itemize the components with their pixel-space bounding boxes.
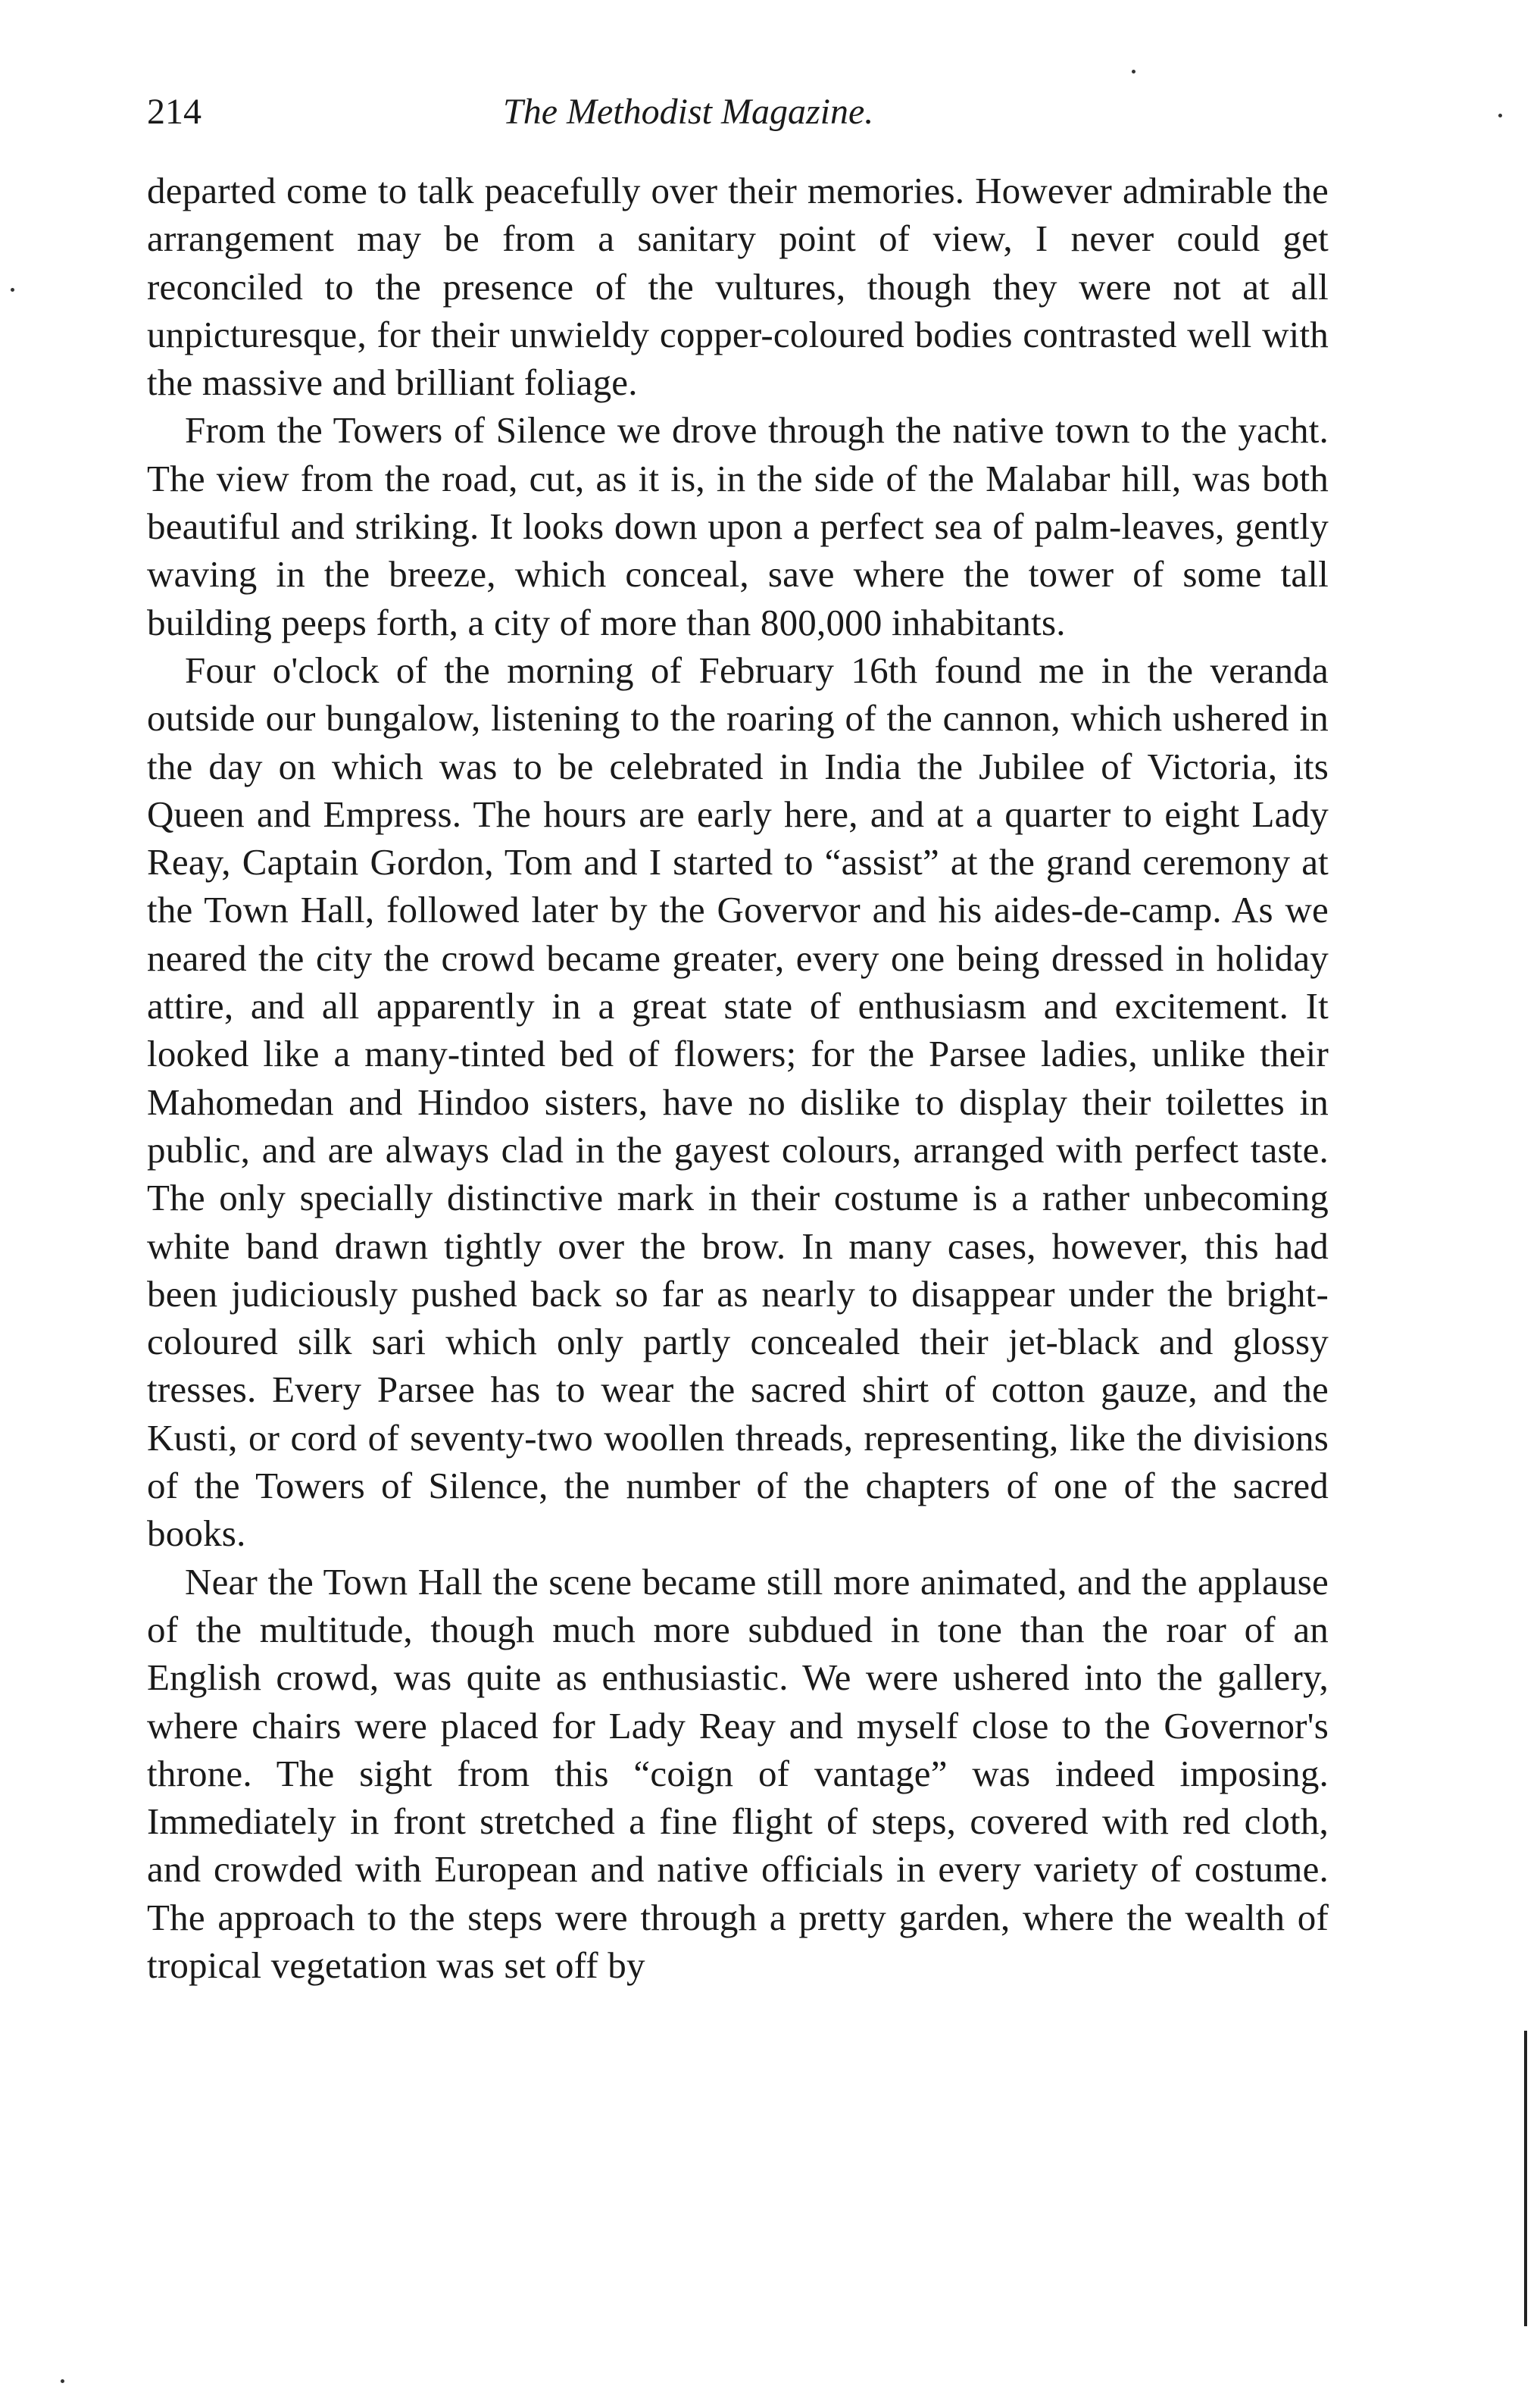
scan-speck [11, 288, 14, 292]
paragraph-3: Four o'clock of the morning of February 16th found me in the veranda outside our bungalow, listening to the roaring of the cannon, which ushered in the day on which was to be celebrated in India the Jubilee of Victoria, its Queen and Empress. The hours are early here, and at a quarter to eight Lady Reay, Captain Gordon, Tom and I started to “assist” at the grand ceremony at the Town Hall, followed later by the Govervor and his aides-de-camp. As we neared the city the crowd became greater, every one being dressed in holiday attire, and all apparently in a great state of enthusiasm and excitement. It looked like a many-tinted bed of flowers; for the Parsee ladies, unlike their Mahomedan and Hindoo sisters, have no dislike to display their toilettes in public, and are always clad in the gayest colours, arranged with perfect taste. The only specially distinctive mark in their costume is a rather unbecoming white band drawn tightly over the brow. In many cases, however, this had been judiciously pushed back so far as nearly to disappear under the bright-coloured silk sari which only partly concealed their jet-black and glossy tresses. Every Parsee has to wear the sacred shirt of cotton gauze, and the Kusti, or cord of seventy-two woollen threads, representing, like the divisions of the Towers of Silence, the number of the chapters of one of the sacred books. [147, 649, 1329, 1555]
page-number: 214 [147, 92, 201, 132]
running-title: The Methodist Magazine. [503, 92, 874, 132]
paragraph-2: From the Towers of Silence we drove through the native town to the yacht. The view from the road, cut, as it is, in the side of the Malabar hill, was both beautiful and striking. It looks down upon a perfect sea of palm-leaves, gently waving in the breeze, which conceal, save where the tower of some tall building peeps forth, a city of more than 800,000 inhabitants. [147, 409, 1329, 643]
paragraph-1: departed come to talk peacefully over their memories. However admirable the arrangement may be from a sanitary point of view, I never could get reconciled to the presence of the vultures, though they were not at all unpicturesque, for their unwieldy copper-coloured bodies contrasted well with the massive and brilliant foliage. [147, 170, 1329, 404]
scan-speck [1498, 114, 1502, 117]
scan-edge-line [1524, 2031, 1527, 2326]
scan-speck [1132, 70, 1135, 73]
paragraph-4: Near the Town Hall the scene became still more animated, and the applause of the multitude, though much more subdued in tone than the roar of an English crowd, was quite as enthusiastic. We were ushered into the gallery, where chairs were placed for Lady Reay and myself close to the Governor's throne. The sight from this “coign of vantage” was indeed imposing. Immediately in front stretched a fine flight of steps, covered with red cloth, and crowded with European and native officials in every variety of costume. The approach to the steps were through a pretty garden, where the wealth of tropical vegetation was set off by [147, 1560, 1329, 1986]
scan-speck [61, 2379, 64, 2383]
page-header [147, 82, 1329, 142]
body-text [147, 167, 1329, 1989]
